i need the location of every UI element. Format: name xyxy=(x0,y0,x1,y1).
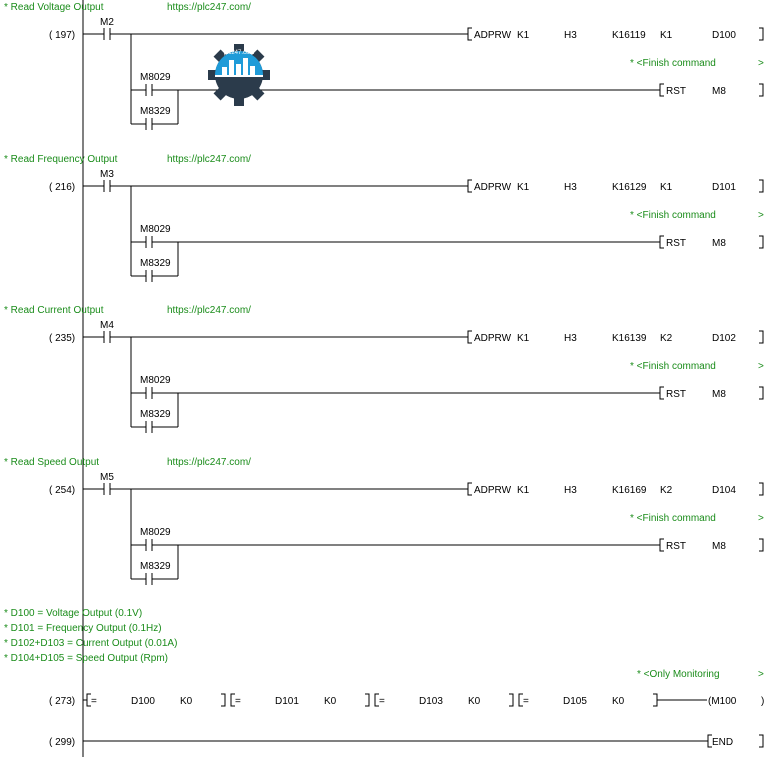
rung-frequency-contact-M3-label: M3 xyxy=(100,169,114,180)
rung-speed-rst-bracket-l xyxy=(660,539,664,551)
rung-voltage-rst-bracket-l xyxy=(660,84,664,96)
rung-voltage-comment: * Read Voltage Output xyxy=(4,2,104,13)
rung-voltage-instr-bracket-l xyxy=(468,28,472,40)
rung-voltage-instr-op: ADPRW xyxy=(474,30,512,41)
rung-frequency-sub-comment: * <Finish command xyxy=(630,210,716,221)
rung-voltage-instr-arg3: K16119 xyxy=(612,30,646,41)
rung-frequency-rst-bracket-r xyxy=(759,236,763,248)
compare-2-bracket-r xyxy=(365,694,369,706)
rung-frequency-url: https://plc247.com/ xyxy=(167,154,251,165)
rung-speed-contact-b-label: M8329 xyxy=(140,561,171,572)
rung-current-comment: * Read Current Output xyxy=(4,305,104,316)
rung-current-rst-op: RST xyxy=(666,389,686,400)
rung-speed-instr-arg4: K2 xyxy=(660,485,673,496)
rung-current-url: https://plc247.com/ xyxy=(167,305,251,316)
rung-frequency-instr-arg5: D101 xyxy=(712,182,736,193)
rung-frequency-rst-bracket-l xyxy=(660,236,664,248)
rung-frequency-rst-arg: M8 xyxy=(712,238,726,249)
rung-voltage-rst-arg: M8 xyxy=(712,86,726,97)
compare-1-bracket-r xyxy=(221,694,225,706)
rung-current-rst-bracket-l xyxy=(660,387,664,399)
rung-current-sub-comment: * <Finish command xyxy=(630,361,716,372)
rung-speed-sub-comment-arrow: > xyxy=(758,513,764,524)
end-step-number: ( 299) xyxy=(49,737,76,748)
rung-voltage-instr-arg1: K1 xyxy=(517,30,530,41)
rung-speed-comment: * Read Speed Output xyxy=(4,457,100,468)
rung-current-instr-arg3: K16139 xyxy=(612,333,647,344)
rung-voltage-instr-arg2: H3 xyxy=(564,30,577,41)
rung-speed-instr-bracket-l xyxy=(468,483,472,495)
note-line-1: * D100 = Voltage Output (0.1V) xyxy=(4,608,143,619)
compare-4-bracket-r xyxy=(653,694,657,706)
rung-voltage-contact-M2-label: M2 xyxy=(100,17,114,28)
rung-voltage-instr-bracket-r xyxy=(759,28,763,40)
rung-speed-instr-arg2: H3 xyxy=(564,485,577,496)
rung-frequency-instr-arg4: K1 xyxy=(660,182,673,193)
rung-speed-instr-arg5: D104 xyxy=(712,485,736,496)
compare-3-arg-a: D103 xyxy=(419,696,443,707)
rung-frequency-contact-a-label: M8029 xyxy=(140,224,171,235)
rung-voltage-sub-comment-arrow: > xyxy=(758,58,764,69)
rung-speed-contact-a-label: M8029 xyxy=(140,527,171,538)
rung-current-contact-b-label: M8329 xyxy=(140,409,171,420)
plc247-logo xyxy=(208,44,270,106)
rung-current-step-number: ( 235) xyxy=(49,333,76,344)
rung-frequency-instr-op: ADPRW xyxy=(474,182,512,193)
note-line-2: * D101 = Frequency Output (0.1Hz) xyxy=(4,623,162,634)
rung-speed-instr-arg1: K1 xyxy=(517,485,530,496)
rung-speed-url: https://plc247.com/ xyxy=(167,457,251,468)
rung-voltage-contact-a-label: M8029 xyxy=(140,72,171,83)
compare-4-arg-b: K0 xyxy=(612,696,625,707)
rung-voltage-instr-arg4: K1 xyxy=(660,30,673,41)
rung-current-rst-bracket-r xyxy=(759,387,763,399)
compare-2-arg-b: K0 xyxy=(324,696,337,707)
rung-speed-instr-op: ADPRW xyxy=(474,485,512,496)
rung-speed-contact-M5-label: M5 xyxy=(100,472,114,483)
rung-frequency-instr-arg2: H3 xyxy=(564,182,577,193)
rung-voltage-sub-comment: * <Finish command xyxy=(630,58,716,69)
rung-current-contact-a-label: M8029 xyxy=(140,375,171,386)
monitor-coil-close: ) xyxy=(761,696,765,707)
compare-3-arg-b: K0 xyxy=(468,696,481,707)
compare-1-op: = xyxy=(91,696,97,707)
rung-voltage-url: https://plc247.com/ xyxy=(167,2,251,13)
rung-speed-instr-arg3: K16169 xyxy=(612,485,647,496)
rung-speed-rst-arg: M8 xyxy=(712,541,726,552)
rung-frequency-instr-arg1: K1 xyxy=(517,182,530,193)
rung-speed-sub-comment: * <Finish command xyxy=(630,513,716,524)
logo-text: plc247.com xyxy=(223,50,255,56)
rung-current-instr-arg2: H3 xyxy=(564,333,577,344)
rung-current-instr-bracket-l xyxy=(468,331,472,343)
monitor-comment-arrow: > xyxy=(758,669,764,680)
compare-2-op: = xyxy=(235,696,241,707)
rung-frequency-instr-bracket-l xyxy=(468,180,472,192)
rung-frequency-sub-comment-arrow: > xyxy=(758,210,764,221)
rung-current-instr-arg5: D102 xyxy=(712,333,736,344)
note-line-3: * D102+D103 = Current Output (0.01A) xyxy=(4,638,178,649)
rung-voltage-instr-arg5: D100 xyxy=(712,30,736,41)
rung-frequency-contact-b-label: M8329 xyxy=(140,258,171,269)
rung-frequency-instr-arg3: K16129 xyxy=(612,182,647,193)
rung-current-instr-arg4: K2 xyxy=(660,333,673,344)
end-label: END xyxy=(712,737,734,748)
rung-current-instr-op: ADPRW xyxy=(474,333,512,344)
rung-frequency-instr-bracket-r xyxy=(759,180,763,192)
compare-1-arg-b: K0 xyxy=(180,696,193,707)
note-line-4: * D104+D105 = Speed Output (Rpm) xyxy=(4,653,168,664)
compare-3-bracket-r xyxy=(509,694,513,706)
rung-frequency-comment: * Read Frequency Output xyxy=(4,154,118,165)
monitor-comment: * <Only Monitoring xyxy=(637,669,720,680)
rung-current-sub-comment-arrow: > xyxy=(758,361,764,372)
gear-city-icon xyxy=(208,44,270,106)
rung-voltage-contact-b-label: M8329 xyxy=(140,106,171,117)
monitor-step-number: ( 273) xyxy=(49,696,76,707)
rung-speed-rst-op: RST xyxy=(666,541,686,552)
rung-current-rst-arg: M8 xyxy=(712,389,726,400)
rung-voltage-rst-bracket-r xyxy=(759,84,763,96)
rung-speed-instr-bracket-r xyxy=(759,483,763,495)
compare-4-arg-a: D105 xyxy=(563,696,587,707)
rung-current-instr-arg1: K1 xyxy=(517,333,530,344)
rung-current-contact-M4-label: M4 xyxy=(100,320,114,331)
compare-4-op: = xyxy=(523,696,529,707)
compare-3-op: = xyxy=(379,696,385,707)
monitor-coil: (M100 xyxy=(708,696,737,707)
rung-frequency-rst-op: RST xyxy=(666,238,686,249)
compare-2-arg-a: D101 xyxy=(275,696,299,707)
end-bracket-r xyxy=(759,735,763,747)
rung-voltage-rst-op: RST xyxy=(666,86,686,97)
rung-speed-step-number: ( 254) xyxy=(49,485,76,496)
rung-current-instr-bracket-r xyxy=(759,331,763,343)
rung-speed-rst-bracket-r xyxy=(759,539,763,551)
compare-1-arg-a: D100 xyxy=(131,696,155,707)
rung-frequency-step-number: ( 216) xyxy=(49,182,76,193)
rung-voltage-step-number: ( 197) xyxy=(49,30,76,41)
